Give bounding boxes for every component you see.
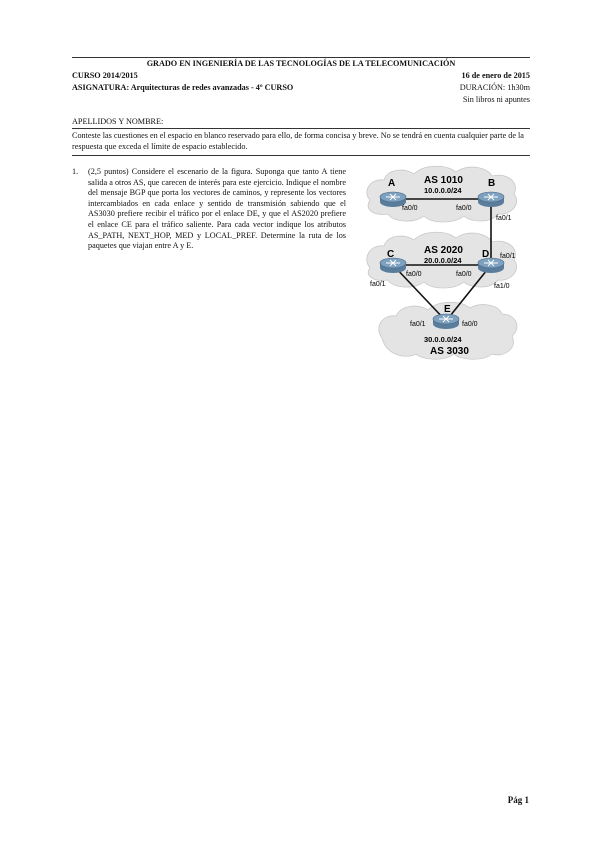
- exam-date: 16 de enero de 2015: [461, 71, 530, 80]
- iface-b-fa00: fa0/0: [456, 205, 472, 212]
- duration: DURACIÓN: 1h30m: [459, 83, 530, 92]
- iface-e-fa01: fa0/1: [410, 321, 426, 328]
- router-e-icon: [433, 314, 459, 329]
- router-b-icon: [478, 192, 504, 207]
- router-c-label: C: [387, 249, 395, 260]
- iface-a-fa00: fa0/0: [402, 205, 418, 212]
- question-number: 1.: [72, 167, 79, 176]
- as1010-net: 10.0.0.0/24: [424, 186, 462, 195]
- course-label: CURSO 2014/2015: [72, 71, 138, 80]
- router-e-label: E: [444, 304, 451, 315]
- iface-c-fa00: fa0/0: [406, 271, 422, 278]
- iface-d-fa00: fa0/0: [456, 271, 472, 278]
- network-diagram: [360, 162, 530, 362]
- router-a-label: A: [388, 178, 396, 189]
- question-text: (2,5 puntos) Considere el escenario de la figura. Suponga que tanto A tiene salida a otros AS, que carecen de interés para este ejercicio. Indique el nombre del mensaje BGP que porta los vectores de caminos, y represente los vectores intercambiados en cada enlace y sentido de transmisión sabiendo que el AS3030 prefiere recibir el tráfico por el enlace DE, y que el AS2020 prefiere el enlace CE para el tráfico saliente. Para cada vector indique los atributos AS_PATH, NEXT_HOP, MED y LOCAL_PREF. Determine la ruta de los paquetes que viajan entre A y E.: [88, 167, 346, 251]
- as1010-name: AS 1010: [424, 175, 463, 186]
- page-number: Pág 1: [507, 795, 529, 805]
- iface-c-fa01: fa0/1: [370, 281, 386, 288]
- router-d-label: D: [482, 249, 490, 260]
- as3030-name: AS 3030: [430, 346, 469, 357]
- as2020-net: 20.0.0.0/24: [424, 256, 462, 265]
- router-d-icon: [478, 258, 504, 273]
- as2020-name: AS 2020: [424, 245, 463, 256]
- as3030-net: 30.0.0.0/24: [424, 335, 462, 344]
- subject-name: : Arquitecturas de redes avanzadas - 4º CURSO: [126, 83, 294, 92]
- top-rule: [72, 57, 530, 58]
- degree-title: GRADO EN INGENIERÍA DE LAS TECNOLOGÍAS DE LA TELECOMUNICACIÓN: [146, 59, 456, 68]
- instructions-rule: [72, 155, 530, 156]
- subject-line: [72, 83, 293, 94]
- router-c-icon: [380, 258, 406, 273]
- instructions: Conteste las cuestiones en el espacio en blanco reservado para ello, de forma concisa y breve. No se tendrá en cuenta cualquier parte de la respuesta que exceda el límite de espacio establecido.: [72, 131, 524, 151]
- name-field-label: APELLIDOS Y NOMBRE:: [72, 117, 164, 126]
- router-b-label: B: [488, 178, 496, 189]
- iface-d-fa10: fa1/0: [494, 283, 510, 290]
- iface-e-fa00: fa0/0: [462, 321, 478, 328]
- materials-note: Sin libros ni apuntes: [462, 95, 530, 104]
- iface-d-fa01: fa0/1: [500, 253, 516, 260]
- subject-label: ASIGNATURA: [72, 83, 127, 92]
- name-rule: [72, 128, 530, 129]
- iface-b-fa01: fa0/1: [496, 215, 512, 222]
